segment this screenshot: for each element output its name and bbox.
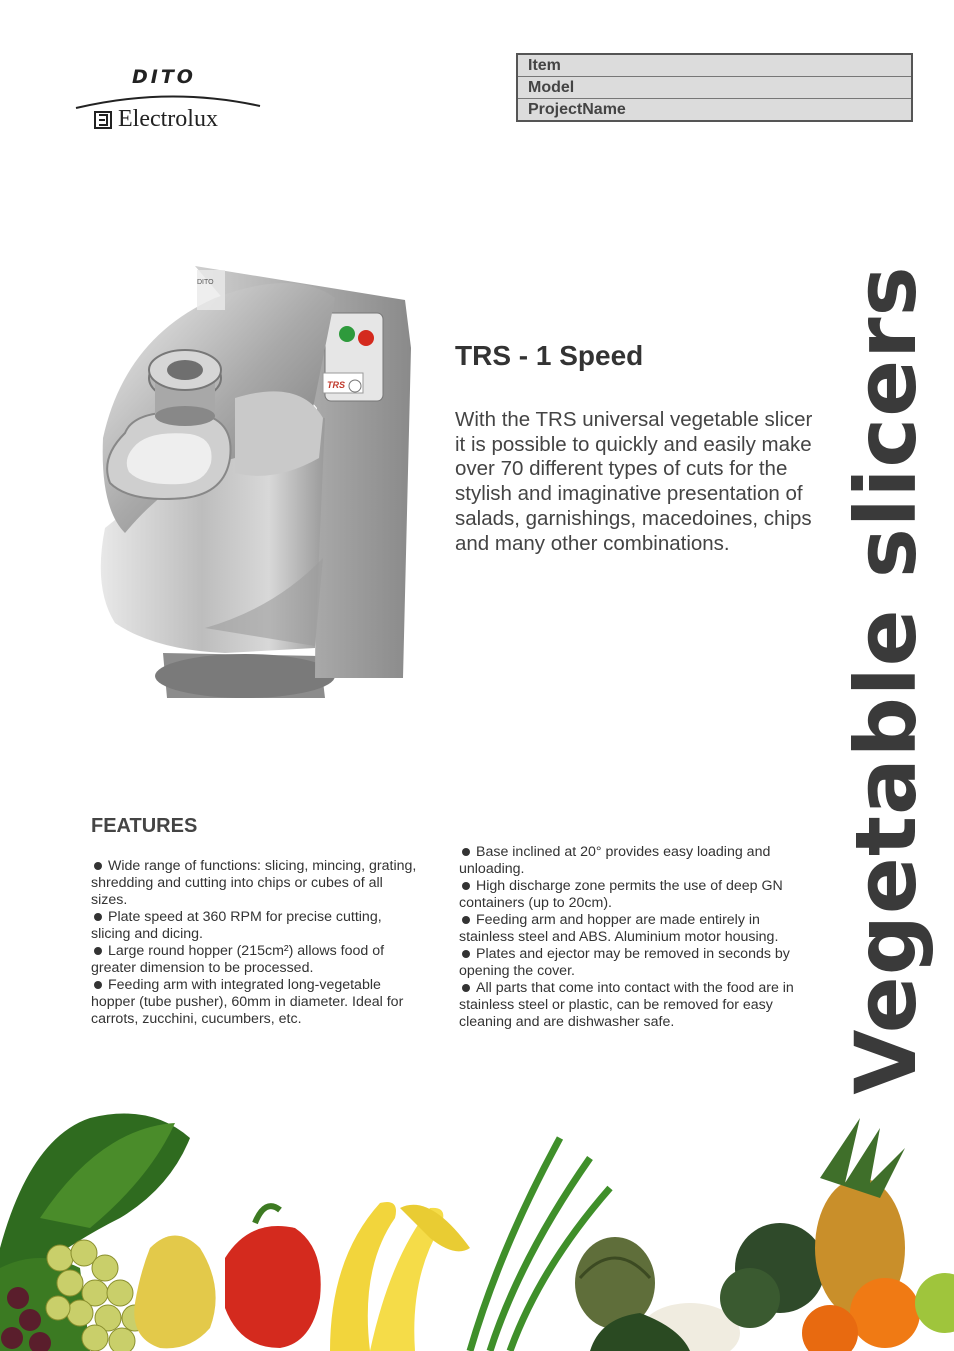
list-item: Feeding arm with integrated long-vegetable hopper (tube pusher), 60mm in diameter. Ideal for carrots, zucchini, cucumbers, etc.	[91, 977, 404, 1027]
list-item: All parts that come into contact with the food are in stainless steel or plastic, can be removed for easy cleaning and are dishwasher safe.	[459, 980, 794, 1030]
bullet-icon	[462, 916, 470, 924]
features-heading: FEATURES	[91, 815, 198, 837]
electrolux-brand	[94, 106, 218, 133]
category-title: Vegetable slicers	[837, 265, 935, 1095]
bullet-icon	[94, 913, 102, 921]
vegetables-banner-image	[0, 1098, 954, 1351]
model-label: Model	[517, 77, 912, 99]
product-description: With the TRS universal vegetable slicer it is possible to quickly and easily make over 70 different types of cuts for the stylish and imaginative presentation of salads, garnishings, macedoines, chips and many other combinations.	[455, 408, 813, 555]
electrolux-wordmark: Electrolux	[118, 106, 218, 132]
product-image-brand: DITO	[197, 279, 214, 286]
item-info-table	[516, 53, 913, 122]
table-row	[517, 99, 912, 122]
product-title: TRS - 1 Speed	[455, 340, 644, 371]
electrolux-emblem-icon	[94, 111, 112, 129]
project-name-label: ProjectName	[517, 99, 912, 122]
bullet-icon	[94, 862, 102, 870]
bullet-icon	[462, 848, 470, 856]
category-title-vertical	[836, 265, 936, 1095]
item-label: Item	[517, 54, 912, 77]
dito-wordmark: DITO	[132, 66, 196, 88]
product-image-label: TRS	[327, 380, 345, 390]
list-item: Large round hopper (215cm²) allows food of greater dimension to be processed.	[91, 943, 385, 976]
electrolux-dito-logo	[74, 62, 264, 142]
bullet-icon	[462, 882, 470, 890]
list-item: Wide range of functions: slicing, mincing, grating, shredding and cutting into chips or cubes of all sizes.	[91, 858, 417, 908]
bullet-icon	[462, 984, 470, 992]
bullet-icon	[94, 981, 102, 989]
bullet-icon	[462, 950, 470, 958]
list-item: Base inclined at 20° provides easy loading and unloading.	[459, 844, 771, 877]
vegetable-slicer-product-image	[85, 258, 420, 698]
table-row	[517, 77, 912, 99]
bullet-icon	[94, 947, 102, 955]
list-item: Feeding arm and hopper are made entirely in stainless steel and ABS. Aluminium motor housing.	[459, 912, 779, 945]
list-item: Plates and ejector may be removed in seconds by opening the cover.	[459, 946, 790, 979]
features-list-right	[459, 844, 799, 1031]
table-row	[517, 54, 912, 77]
features-list-left	[91, 858, 421, 1028]
list-item: High discharge zone permits the use of deep GN containers (up to 20cm).	[459, 878, 783, 911]
list-item: Plate speed at 360 RPM for precise cutting, slicing and dicing.	[91, 909, 382, 942]
